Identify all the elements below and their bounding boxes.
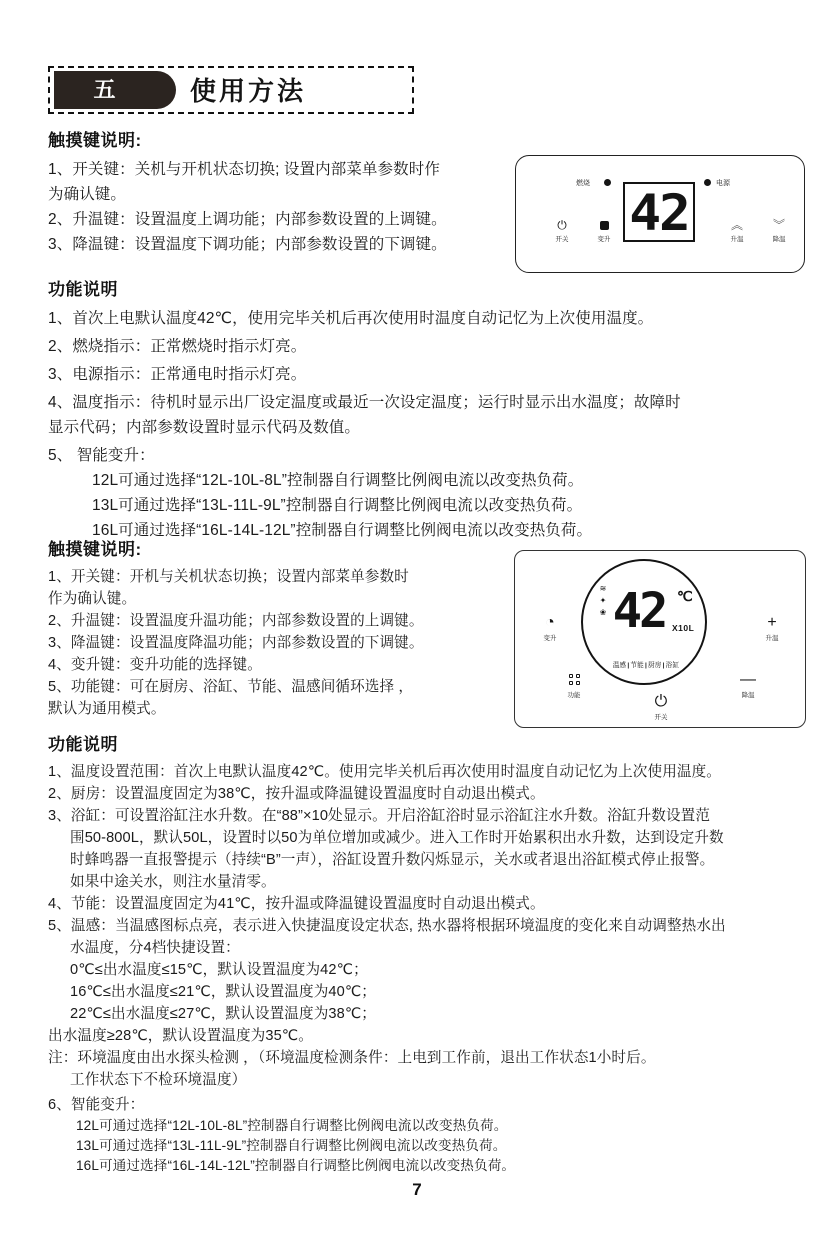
panel2-power-button[interactable] bbox=[640, 693, 682, 721]
function-heading-2: 功能说明 bbox=[48, 735, 118, 754]
temperature-value: 42 bbox=[612, 583, 666, 639]
mode-label-chufang: 厨房 bbox=[648, 662, 662, 669]
touch-key-line: 2、升温键：设置温度升温功能；内部参数设置的上调键。 bbox=[48, 613, 424, 629]
panel2-temp-up-button[interactable] bbox=[751, 614, 793, 642]
temp-level-line: 16℃≤出水温度≤21℃，默认设置温度为40℃； bbox=[70, 984, 377, 1000]
snowflake-icon: ❀ bbox=[599, 608, 607, 617]
panel1-temp-up-button[interactable] bbox=[720, 218, 754, 243]
touch-key-section-2 bbox=[48, 535, 518, 720]
chapter-number: 五 bbox=[93, 77, 117, 102]
temperature-value: 42 bbox=[629, 184, 689, 242]
function-line: 3、浴缸：可设置浴缸注水升数。在“88”×10处显示。开启浴缸浴时显示浴缸注水升数。浴缸升数设置范 bbox=[48, 808, 711, 824]
function-line: 如果中途关水，则注水量清零。 bbox=[70, 874, 276, 890]
square-icon bbox=[587, 218, 621, 232]
mode-label-wengan: 温感 bbox=[612, 662, 627, 669]
function-line: 显示代码；内部参数设置时显示代码及数值。 bbox=[48, 419, 361, 436]
panel1-power-button[interactable] bbox=[545, 218, 579, 243]
panel2-function-label: 功能 bbox=[567, 692, 581, 699]
panel2-boost-button[interactable] bbox=[529, 614, 571, 642]
boost-line: 13L可通过选择“13L-11L-9L”控制器自行调整比例阀电流以改变热负荷。 bbox=[76, 1138, 507, 1153]
panel1-temp-down-button[interactable] bbox=[762, 218, 796, 243]
function-line: 时蜂鸣器一直报警提示（持续“B”一声），浴缸设置升数闪烁显示，关水或者退出浴缸模式停止报警。 bbox=[70, 852, 715, 868]
panel1-power-label: 开关 bbox=[555, 236, 569, 243]
boost-line: 16L可通过选择“16L-14L-12L”控制器自行调整比例阀电流以改变热负荷。 bbox=[76, 1158, 516, 1173]
controller-panel-round bbox=[514, 550, 806, 728]
panel2-boost-label: 变升 bbox=[543, 635, 557, 642]
mode-label-jieneng: 节能 bbox=[630, 662, 644, 669]
note-line: 注：环境温度由出水探头检测 ，（环境温度检测条件：上电到工作前，退出工作状态1小时后。 bbox=[48, 1050, 656, 1066]
function-line: 2、厨房：设置温度固定为38℃，按升温或降温键设置温度时自动退出模式。 bbox=[48, 786, 545, 802]
page-number: 7 bbox=[412, 1180, 422, 1199]
burn-indicator-label: 燃烧 bbox=[576, 180, 590, 187]
temp-level-line: 22℃≤出水温度≤27℃，默认设置温度为38℃； bbox=[70, 1006, 377, 1022]
boost-dial-icon: ◔ bbox=[545, 614, 555, 631]
temp-level-line: 出水温度≥28℃，默认设置温度为35℃。 bbox=[48, 1028, 313, 1044]
minus-icon: — bbox=[740, 671, 756, 688]
panel2-temp-down-label: 降温 bbox=[741, 692, 755, 699]
boost-heading-2: 6、智能变升： bbox=[48, 1097, 145, 1113]
touch-key-line: 5、功能键：可在厨房、浴缸、节能、温感间循环选择 ， bbox=[48, 679, 414, 695]
panel2-power-label: 开关 bbox=[654, 714, 668, 721]
function-section-1 bbox=[48, 275, 793, 543]
temp-level-line: 0℃≤出水温度≤15℃，默认设置温度为42℃； bbox=[70, 962, 368, 978]
water-wave-icon: ≋ bbox=[599, 584, 607, 593]
chevron-down-icon: ︾ bbox=[772, 218, 785, 232]
function-line: 1、温度设置范围：首次上电默认温度42℃。使用完毕关机后再次使用时温度自动记忆为上次使用温度。 bbox=[48, 764, 721, 780]
power-icon: ⏻ bbox=[654, 693, 668, 710]
touch-key-line: 4、变升键：变升功能的选择键。 bbox=[48, 657, 262, 673]
chevron-up-icon: ︽ bbox=[730, 218, 743, 232]
function-line: 2、燃烧指示：正常燃烧时指示灯亮。 bbox=[48, 338, 307, 355]
round-display bbox=[581, 559, 707, 685]
boost-line: 12L可通过选择“12L-10L-8L”控制器自行调整比例阀电流以改变热负荷。 bbox=[92, 472, 584, 489]
boost-line: 12L可通过选择“12L-10L-8L”控制器自行调整比例阀电流以改变热负荷。 bbox=[76, 1118, 508, 1133]
chapter-header bbox=[48, 66, 414, 114]
touch-key-line: 1、开关键：关机与开机状态切换; 设置内部菜单参数时作 bbox=[48, 161, 440, 178]
temperature-display-rect bbox=[623, 182, 695, 242]
panel1-boost-button[interactable] bbox=[587, 218, 621, 243]
touch-key-line: 为确认键。 bbox=[48, 186, 127, 203]
celsius-unit: ℃ bbox=[677, 589, 693, 605]
function-line: 水温度，分4档快捷设置： bbox=[70, 940, 240, 956]
function-line: 5、 智能变升： bbox=[48, 447, 155, 464]
touch-key-line: 默认为通用模式。 bbox=[48, 701, 166, 717]
touch-key-line: 3、降温键：设置温度下调功能；内部参数设置的下调键。 bbox=[48, 236, 447, 253]
touch-key-line: 2、升温键：设置温度上调功能；内部参数设置的上调键。 bbox=[48, 211, 447, 228]
touch-key-line: 3、降温键：设置温度降温功能；内部参数设置的下调键。 bbox=[48, 635, 424, 651]
chapter-title: 使用方法 bbox=[190, 76, 307, 106]
panel1-temp-down-label: 降温 bbox=[772, 236, 786, 243]
flame-icon: ✦ bbox=[599, 596, 607, 605]
boost-line: 13L可通过选择“13L-11L-9L”控制器自行调整比例阀电流以改变热负荷。 bbox=[92, 497, 583, 514]
function-line: 3、电源指示：正常通电时指示灯亮。 bbox=[48, 366, 307, 383]
power-icon: ⏻ bbox=[557, 218, 567, 232]
boost-line: 16L可通过选择“16L-14L-12L”控制器自行调整比例阀电流以改变热负荷。 bbox=[92, 522, 593, 539]
burn-indicator-led bbox=[604, 179, 611, 186]
power-indicator-label: 电源 bbox=[716, 180, 730, 187]
mode-label-yugang: 浴缸 bbox=[665, 662, 680, 669]
touch-key-line: 作为确认键。 bbox=[48, 591, 137, 607]
function-section-2 bbox=[48, 730, 800, 1176]
panel1-temp-up-label: 升温 bbox=[730, 236, 744, 243]
function-line: 4、节能：设置温度固定为41℃，按升温或降温键设置温度时自动退出模式。 bbox=[48, 896, 545, 912]
function-line: 5、温感：当温感图标点亮，表示进入快捷温度设定状态, 热水器将根据环境温度的变化来自动调整热水出 bbox=[48, 918, 726, 934]
mode-label-row: 温感|节能|厨房|浴缸 bbox=[612, 662, 680, 669]
controller-panel-rectangular bbox=[515, 155, 805, 273]
touch-key-heading-1: 触摸键说明: bbox=[48, 131, 142, 150]
touch-key-heading-2: 触摸键说明: bbox=[48, 540, 142, 559]
function-heading-1: 功能说明 bbox=[48, 280, 118, 299]
function-line: 1、首次上电默认温度42℃，使用完毕关机后再次使用时温度自动记忆为上次使用温度。 bbox=[48, 310, 654, 327]
grid-dots-icon bbox=[553, 671, 595, 689]
function-line: 围50-800L，默认50L，设置时以50为单位增加或减少。进入工作时开始累积出水升数，达到设定升数 bbox=[70, 830, 724, 846]
plus-icon: + bbox=[767, 614, 777, 631]
panel1-boost-label: 变升 bbox=[597, 236, 611, 243]
note-line: 工作状态下不检环境温度） bbox=[70, 1072, 247, 1088]
power-indicator-led bbox=[704, 179, 711, 186]
panel2-temp-down-button[interactable] bbox=[727, 671, 769, 699]
touch-key-section-1 bbox=[48, 126, 503, 257]
touch-key-line: 1、开关键：开机与关机状态切换；设置内部菜单参数时 bbox=[48, 569, 409, 585]
panel2-temp-up-label: 升温 bbox=[765, 635, 779, 642]
function-line: 4、温度指示：待机时显示出厂设定温度或最近一次设定温度；运行时显示出水温度；故障时 bbox=[48, 394, 681, 411]
panel2-function-button[interactable] bbox=[553, 671, 595, 699]
liters-multiplier: X10L bbox=[672, 623, 695, 633]
